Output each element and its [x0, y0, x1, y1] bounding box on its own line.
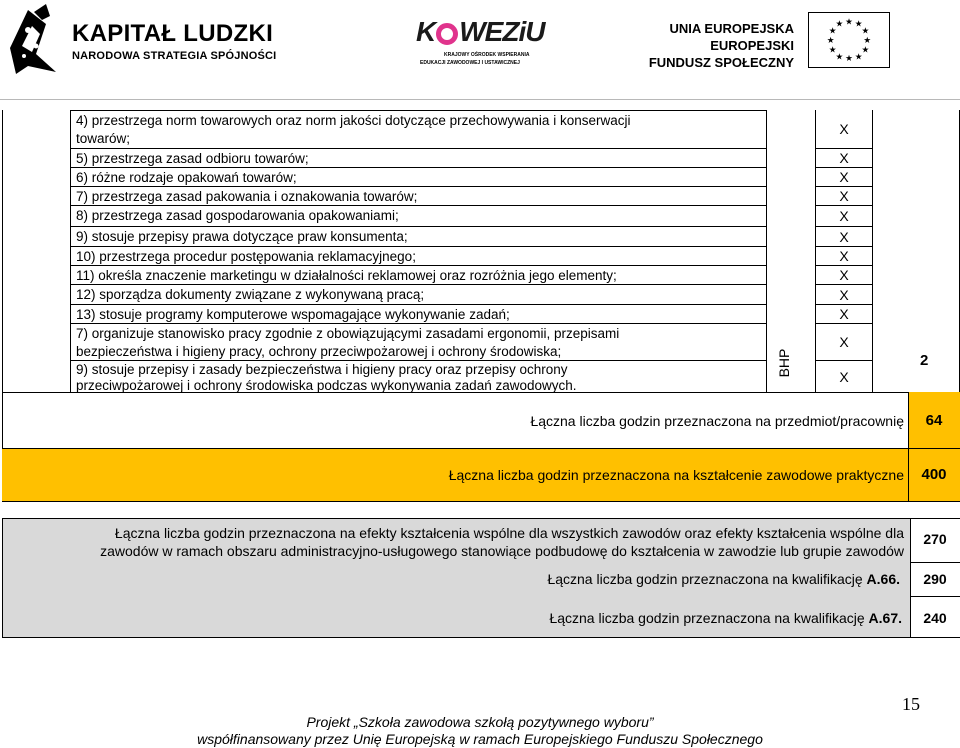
table-row — [70, 284, 766, 304]
requirement-text: 5) przestrzega zasad odbioru towarów; — [76, 151, 309, 166]
svg-text:★: ★ — [845, 54, 853, 65]
mark-cell: X — [815, 205, 873, 226]
table-row — [70, 226, 766, 246]
mark-cell: X — [815, 167, 873, 186]
common-total-value: 270 — [923, 531, 947, 547]
table-row — [70, 304, 766, 323]
mark-cell: X — [815, 226, 873, 246]
common-total-label — [10, 524, 904, 560]
koweziu-subtitle-2: EDUKACJI ZAWODOWEJ I USTAWICZNEJ — [420, 60, 520, 66]
a66-code: A.66. — [866, 571, 900, 587]
mark-cell: X — [815, 323, 873, 360]
table-row — [70, 360, 766, 392]
mark-cell: X — [815, 186, 873, 205]
table-row — [70, 265, 766, 284]
table-row — [70, 167, 766, 186]
eu-line-1: UNIA EUROPEJSKA — [669, 21, 794, 36]
svg-text:★: ★ — [861, 26, 870, 37]
koweziu-word-start: K — [416, 16, 436, 47]
table-row — [70, 186, 766, 205]
mark-cell: X — [815, 265, 873, 284]
svg-text:★: ★ — [854, 19, 863, 30]
koweziu-o-icon — [436, 23, 458, 45]
kapital-ludzki-title: KAPITAŁ LUDZKI — [72, 20, 274, 47]
mark-cell: X — [815, 148, 873, 167]
svg-text:★: ★ — [854, 52, 863, 63]
subject-total-value: 64 — [925, 412, 943, 429]
requirement-text: 6) różne rodzaje opakowań towarów; — [76, 170, 297, 185]
svg-text:★: ★ — [835, 52, 844, 63]
mark-cell: X — [815, 246, 873, 265]
subject-total-label: Łączna liczba godzin przeznaczona na przedmiot/pracownię — [530, 413, 904, 429]
a67-code: A.67. — [868, 610, 902, 626]
eu-flag-icon — [808, 12, 890, 68]
eu-line-2: EUROPEJSKI — [710, 38, 794, 53]
a67-label-text: Łączna liczba godzin przeznaczona na kwalifikację — [549, 610, 869, 626]
requirement-text: 10) przestrzega procedur postępowania reklamacyjnego; — [76, 249, 416, 264]
requirement-text: 12) sporządza dokumenty związane z wykonywaną pracą; — [76, 287, 425, 302]
requirement-text: 8) przestrzega zasad gospodarowania opakowaniami; — [76, 208, 399, 223]
eu-line-3: FUNDUSZ SPOŁECZNY — [648, 55, 794, 70]
a67-total-label — [300, 610, 902, 626]
svg-text:★: ★ — [845, 17, 853, 28]
page-header — [0, 0, 960, 100]
svg-text:★: ★ — [828, 26, 837, 37]
a66-total-label — [300, 571, 900, 587]
mark-cell: X — [839, 121, 849, 137]
requirement-text: 11) określa znaczenie marketingu w działalności reklamowej oraz rozróżnia jego elementy; — [76, 268, 617, 283]
kapital-ludzki-subtitle: NARODOWA STRATEGIA SPÓJNOŚCI — [72, 50, 277, 62]
koweziu-subtitle-1: KRAJOWY OŚRODEK WSPIERANIA — [444, 52, 530, 58]
koweziu-word-end: WEZiU — [459, 16, 545, 47]
table-row — [70, 246, 766, 265]
requirement-text: 13) stosuje programy komputerowe wspomagające wykonywanie zadań; — [76, 307, 510, 322]
requirement-text-continued: bezpieczeństwa i higieny pracy, ochrony przeciwpożarowej i ochrony środowiska; — [76, 344, 562, 359]
a67-total-value: 240 — [923, 610, 947, 626]
practical-total-label: Łączna liczba godzin przeznaczona na kształcenie zawodowe praktyczne — [448, 467, 904, 483]
table-row — [70, 148, 766, 167]
footer-funding-line: współfinansowany przez Unię Europejską w ramach Europejskiego Funduszu Społecznego — [197, 731, 763, 747]
common-total-label-line-1: Łączna liczba godzin przeznaczona na efekty kształcenia wspólne dla wszystkich zawodów oraz efekty kształcenia wspólne dla — [114, 525, 904, 541]
requirement-text: 9) stosuje przepisy prawa dotyczące praw konsumenta; — [76, 229, 408, 244]
eu-text-block — [649, 20, 794, 71]
table-row — [70, 205, 766, 226]
svg-text:★: ★ — [863, 35, 872, 46]
requirement-text-continued: towarów; — [76, 131, 131, 146]
svg-text:★: ★ — [835, 19, 844, 30]
requirement-text: 9) stosuje przepisy i zasady bezpieczeństwa i higieny pracy oraz przepisy ochrony — [76, 362, 568, 377]
common-total-label-line-2: zawodów w ramach obszaru administracyjno-usługowego stanowiące podbudowę do kształcenia w zawodzie lub grupie zawodów — [100, 543, 904, 559]
page-number: 15 — [902, 694, 920, 714]
mark-cell: X — [815, 360, 873, 392]
practical-total-value: 400 — [921, 466, 947, 483]
svg-text:★: ★ — [828, 45, 837, 56]
footer-project-line: Projekt „Szkoła zawodowa szkołą pozytywnego wyboru” — [306, 714, 654, 730]
table-row — [70, 110, 766, 148]
mark-cell: X — [815, 284, 873, 304]
requirement-text-continued: przeciwpożarowej i ochrony środowiska podczas wykonywania zadań zawodowych. — [76, 378, 577, 393]
requirement-text: 7) przestrzega zasad pakowania i oznakowania towarów; — [76, 189, 418, 204]
a66-total-value: 290 — [923, 571, 947, 587]
requirement-text: 4) przestrzega norm towarowych oraz norm jakości dotyczące przechowywania i konserwacji — [76, 113, 631, 128]
svg-text:★: ★ — [826, 35, 835, 46]
koweziu-logo — [416, 16, 544, 48]
table-row — [70, 323, 766, 360]
a66-label-text: Łączna liczba godzin przeznaczona na kwalifikację — [547, 571, 867, 587]
requirement-text: 7) organizuje stanowisko pracy zgodnie z obowiązującymi zasadami ergonomii, przepisami — [76, 326, 620, 341]
svg-text:★: ★ — [861, 45, 870, 56]
mark-cell: X — [815, 304, 873, 323]
bhp-hours: 2 — [920, 352, 929, 369]
bhp-label: BHP — [776, 348, 792, 378]
